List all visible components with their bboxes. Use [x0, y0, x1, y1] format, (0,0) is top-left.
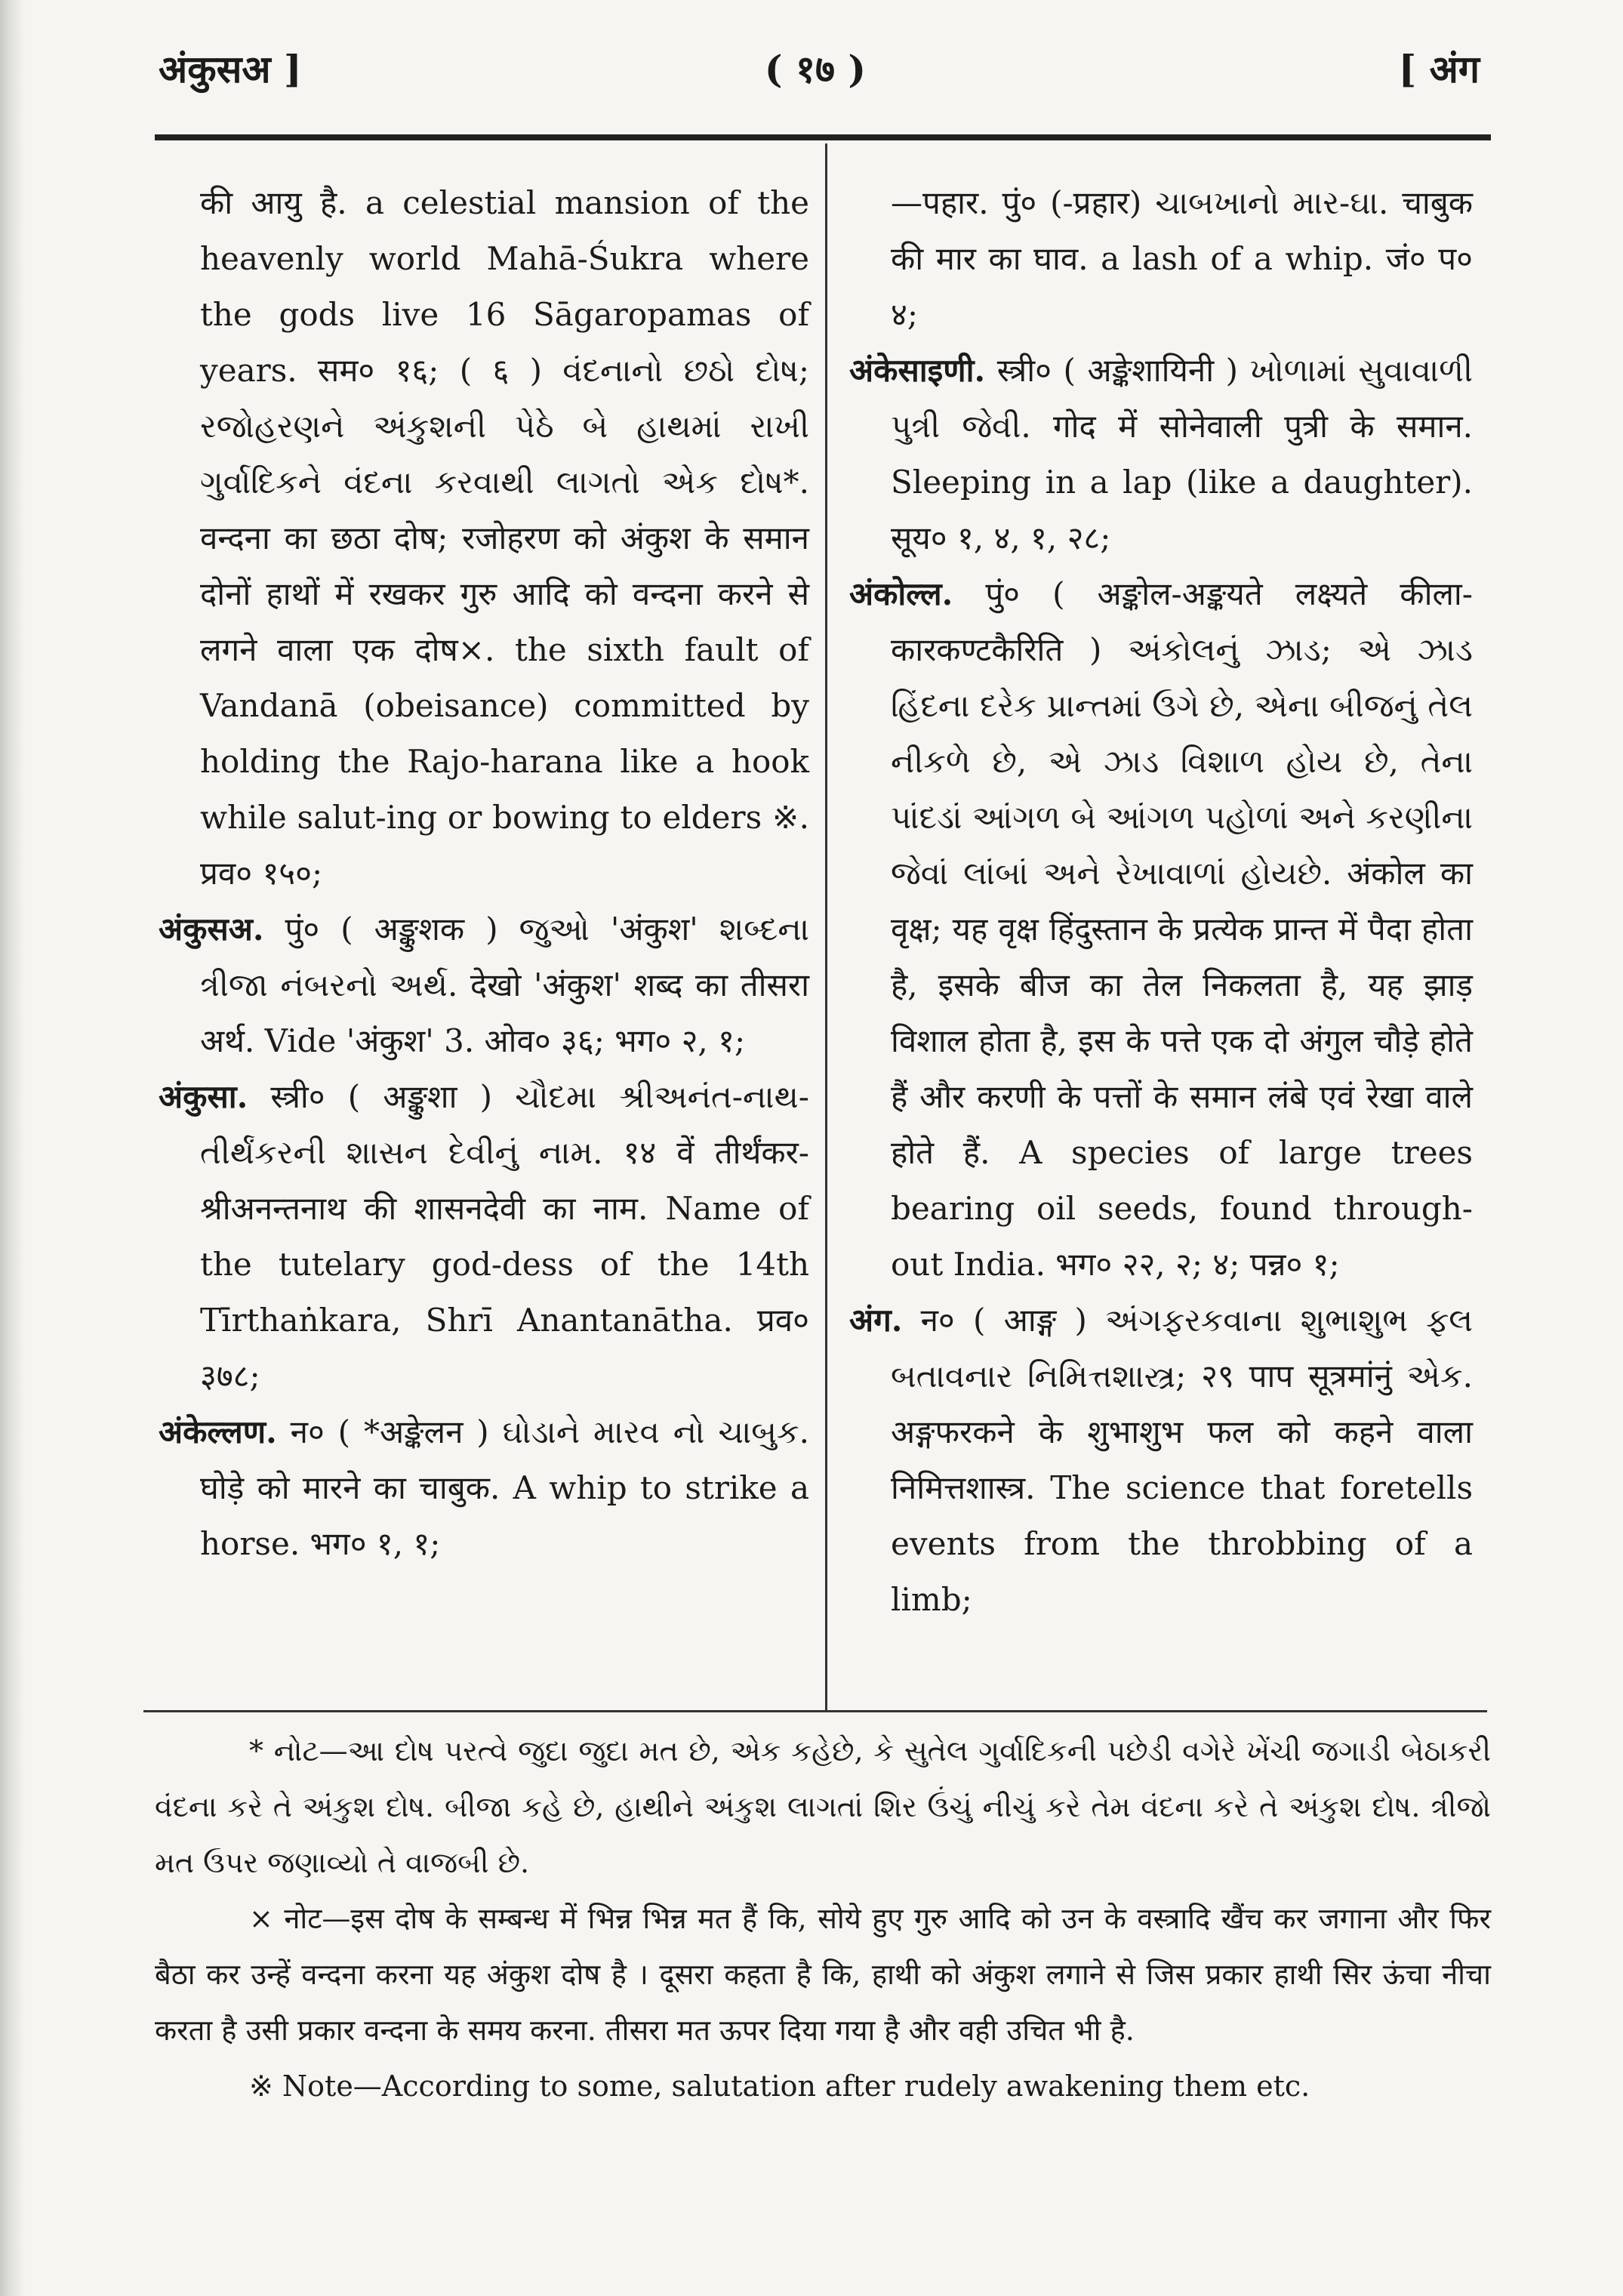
dictionary-entry: [159, 1404, 809, 1572]
entry-body: स्त्री० ( अङ्केशायिनी ) ખોળામાં સુવાવાળી પુત્રી જેવી. गोद में सोनेवाली पुत्री के समान. Sleeping in a lap (like a daughter). सूय० १, ४, १, २८;: [891, 352, 1473, 556]
dictionary-entry: [849, 566, 1473, 1293]
page-number: ( १७ ): [764, 47, 867, 91]
footnote-rule: [143, 1710, 1487, 1712]
entry-headword: अंकुसअ.: [159, 911, 264, 948]
header-right-guide-word: [ अंग: [1398, 47, 1480, 91]
entry-body: पुं० ( अङ्कोल-अङ्कयते लक्ष्यते कीला-कारकण्टकैरिति ) અંકોલનું ઝાડ; એ ઝાડ હિંદના દરેક પ્રાન્તમાં ઉગે છે, એના બીજનું તેલ નીકળે છે, એ ઝાડ વિશાળ હોય છે, તેના પાંદડાં આંગળ બે આંગળ પહોળાં અને કરણીના જેવાં લાંબાં અને રેખાવાળાં હોયછે. अंकोल का वृक्ष; यह वृक्ष हिंदुस्तान के प्रत्येक प्रान्त में पैदा होता है, इसके बीज का तेल निकलता है, यह झाड़ विशाल होता है, इस के पत्ते एक दो अंगुल चौड़े होते हैं और करणी के पत्तों के समान लंबे एवं रेखा वाले होते हैं. A species of large trees bearing oil seeds, found through-out India. भग० २२, २; ४; पन्न० १;: [891, 575, 1473, 1283]
header-rule: [155, 134, 1491, 140]
footnote-english: ※ Note—According to some, salutation after rudely awakening them etc.: [249, 2069, 1310, 2103]
entry-body: स्त्री० ( अङ्कुशा ) ચૌદમા શ્રીઅનંત-નાથ-તીર્થંકરની શાસન દેવીનું નામ. १४ वें तीर्थंकर-श्रीअनन्तनाथ की शासनदेवी का नाम. Name of the tutelary god-dess of the 14th Tīrthaṅkara, Shrī Anantanātha. प्रव० ३७८;: [200, 1078, 809, 1395]
header-left-guide-word: अंकुसअ ]: [159, 47, 302, 91]
entry-headword: अंकुसा.: [159, 1078, 248, 1115]
entry-body: न० ( *अङ्केलन ) ઘોડાને મારવ નો ચાબુક. घोड़े को मारने का चाबुक. A whip to strike a horse. भग० १, १;: [200, 1413, 809, 1562]
footnote-gujarati: * નોટ—આ દોષ પરત્વે જુદા જુદા મત છે, એક કહેછે, કે સુતેલ ગુર્વાદિકની પછેડી વગેરે ખેંચી જગાડી બેઠાકરી વંદના કરે તે અંકુશ દોષ. બીજા કહે છે, હાથીને અંકુશ લાગતાં શિર ઉંચું નીચું કરે તેમ વંદના કરે તે અંકુશ દોષ. ત્રીજો મત ઉપર જણાવ્યો તે વાજબી છે.: [155, 1734, 1491, 1879]
dictionary-entry: [159, 1069, 809, 1404]
book-spine-shadow: [0, 0, 26, 2296]
entry-headword: अंकेसाइणी.: [849, 352, 986, 389]
footnote-hindi: × नोट—इस दोष के सम्बन्ध में भिन्न भिन्न मत हैं कि, सोये हुए गुरु आदि को उन के वस्त्रादि खैंच कर जगाना और फिर बैठा कर उन्हें वन्दना करना यह अंकुश दोष है । दूसरा कहता है कि, हाथी को अंकुश लगाने से जिस प्रकार हाथी सिर ऊंचा नीचा करता है उसी प्रकार वन्दना के समय करना. तीसरा मत ऊपर दिया गया है और वही उचित भी है.: [155, 1902, 1491, 2047]
dictionary-entry: [849, 1293, 1473, 1628]
column-divider: [825, 143, 827, 1712]
page-header: [151, 42, 1480, 103]
entry-headword: अंकोल्ल.: [849, 575, 953, 612]
left-column: [159, 175, 809, 1572]
entry-headword: अंकेल्लण.: [159, 1413, 277, 1450]
continued-entry: —पहार. पुं० (-प्रहार) ચાબખાનો માર-ઘા. चाबुक की मार का घाव. a lash of a whip. जं० प० ४;: [891, 184, 1473, 333]
dictionary-entry: [159, 901, 809, 1069]
entry-body: न० ( आङ्ग ) અંગફરકવાના શુભાશુભ ફલ બતાવનાર નિમિત્તશાસ્ત્ર; २९ पाप सूत्रमांनुं એક. अङ्गफरकने के शुभाशुभ फल को कहने वाला निमित्तशास्त्र. The science that foretells events from the throbbing of a limb;: [891, 1302, 1473, 1618]
entry-headword: अंग.: [849, 1302, 903, 1339]
entry-body: पुं० ( अङ्कुशक ) જુઓ 'अंकुश' શબ્દના ત્રીજા નંબરનો અર્થ. देखो 'अंकुश' शब्द का तीसरा अर्थ. Vide 'अंकुश' 3. ओव० ३६; भग० २, १;: [200, 911, 809, 1059]
continued-entry: की आयु है. a celestial mansion of the heavenly world Mahā-Śukra where the gods live 16 Sāgaropamas of years. सम० १६; ( ६ ) વંદનાનો છઠો દોષ; રજોહરણને અંકુશની પેઠે બે હાથમાં રાખી ગુર્વાદિકને વંદના કરવાથી લાગતો એક દોષ*. वन्दना का छठा दोष; रजोहरण को अंकुश के समान दोनों हाथों में रखकर गुरु आदि को वन्दना करने से लगने वाला एक दोष×. the sixth fault of Vandanā (obeisance) committed by holding the Rajo-harana like a hook while salut-ing or bowing to elders ※. प्रव० १५०;: [200, 184, 809, 892]
dictionary-entry: [849, 343, 1473, 566]
right-column: [849, 175, 1473, 1628]
footnotes: [155, 1723, 1491, 2114]
